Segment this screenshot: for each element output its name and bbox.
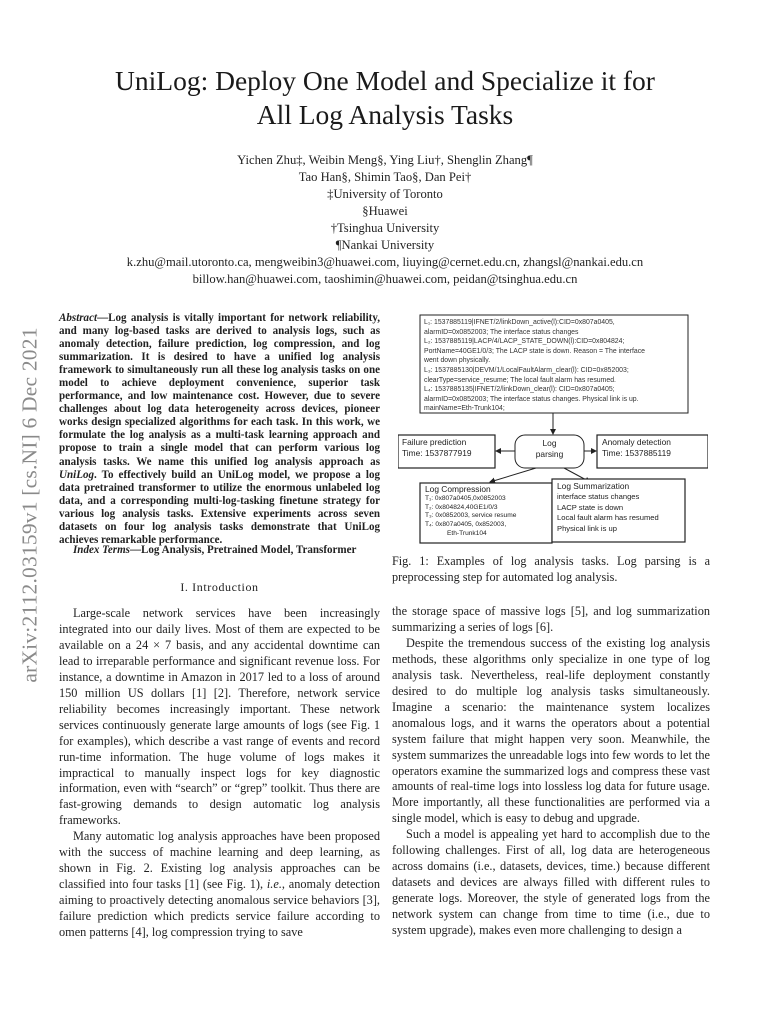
compression-line: T₂: 0x804824,40GE1/0/3	[425, 503, 498, 511]
intro-paragraph-2a: Many automatic log analysis approaches have been proposed with the success of machine learning and deep learning, as shown in Fig. 2. Existing log analysis approaches can be classified into four tasks [1] (see Fig. 1),	[59, 829, 380, 892]
affiliation-nankai: ¶Nankai University	[335, 238, 435, 252]
arxiv-id-text: arXiv:2112.03159v1 [cs.NI] 6 Dec 2021	[17, 327, 42, 683]
summary-line: LACP state is down	[557, 502, 624, 512]
abstract-text-2: . To effectively build an UniLog model, we propose a log data pretrained transformer to utilize the enormous unlabeled log data, and a corresponding multi-log-tasking finetune strategy for various log analysis tasks. Extensive experiments across seven datasets on four log analysis tasks demonstrate that UniLog achieves remarkable performance.	[59, 468, 380, 546]
raw-log-lines	[424, 318, 686, 414]
anomaly-detection-time: Time: 1537885119	[602, 448, 671, 458]
log-parsing-content	[515, 438, 584, 460]
introduction-text	[59, 606, 380, 941]
right-paragraph-3: Such a model is appealing yet hard to accomplish due to the following challenges. First of all, log data are heterogeneous across domains (i.e., datasets, devices, time.) because different datasets and devices are always filled with different rules to generate logs. Moreover, the style of generated logs from the network system can change from time to time (i.e., due to system upgrade), makes even more challenging to design a	[392, 827, 710, 938]
summary-line: interface status changes	[557, 492, 640, 501]
intro-paragraph-1: Large-scale network services have been increasingly integrated into our daily lives. Most of them are expected to be available on a 24 × 7 basis, and any accidental downtime can lead to irreparable performance and significant revenue loss. For instance, a downtime in Amazon in 2017 led to a loss of around 150 million US dollars [1] [2]. Therefore, network service reliability becomes increasingly important. These network services continuously generate large amounts of logs (see Fig. 1 for examples), which describe a vast range of events and record run-time information. The huge volume of logs makes it impractical to manually inspect logs for key diagnostic information, even with “search” or “grep” toolkit. Thus there are fast-growing demands to design automatic log analysis frameworks.	[59, 606, 380, 828]
log-line: alarmID=0x0852003; The interface status changes. Physical link is up.	[424, 395, 639, 403]
compression-line: T₃: 0x0852003, service resume	[425, 512, 517, 520]
log-line: went down physically.	[424, 357, 491, 365]
affiliation-toronto: ‡University of Toronto	[327, 187, 443, 201]
index-terms-text: —Log Analysis, Pretrained Model, Transformer	[129, 544, 357, 556]
log-line: clearType=service_resume; The local fault alarm has resumed.	[424, 376, 616, 384]
failure-prediction-title: Failure prediction	[402, 437, 467, 447]
index-terms	[59, 544, 380, 557]
anomaly-detection-content	[602, 437, 671, 459]
intro-paragraph-2b: , anomaly detection aiming to proactively detecting anomalous service behaviors [3], failure prediction which predicts service failure according to omen patterns [4], log compression trying to save	[59, 877, 380, 940]
anomaly-detection-title: Anomaly detection	[602, 437, 671, 447]
author-block	[60, 152, 710, 288]
compression-line: Eth-Trunk104	[447, 529, 487, 537]
log-compression-title: Log Compression	[425, 484, 491, 494]
log-compression-content	[425, 484, 516, 539]
log-line: L₄: 1537885135|IFNET/2/linkDown_clear(l): CID=0x807a0405;	[424, 386, 615, 394]
right-paragraph-2: Despite the tremendous success of the existing log analysis methods, these algorithms only specialize in one type of log analysis task. Nevertheless, real-life deployment constantly desired to do multiple log analysis tasks simultaneously. Imagine a scenario: the maintenance system localizes anomalous logs, and it warns the operators about a potential system failure that might happen very soon. Meanwhile, the system summarizes the unreadable logs into few words to let the operators examine the summarized logs and compress these vast amounts of real-time logs into lossless log data for future usage. More importantly, all these functionalities are performed via a single model, which is easy to debug and upgrade.	[392, 635, 710, 826]
author-emails-1: k.zhu@mail.utoronto.ca, mengweibin3@huawei.com, liuying@cernet.edu.cn, zhangsl@nankai.edu.cn	[126, 255, 644, 269]
title-line-2: All Log Analysis Tasks	[256, 99, 514, 130]
section-heading-introduction: I. Introduction	[180, 580, 259, 594]
intro-paragraph-2	[59, 829, 380, 941]
log-parsing-line-2: parsing	[535, 449, 564, 459]
compression-line: T₁: 0x807a0405,0x0852003	[425, 495, 506, 502]
summary-line: Physical link is up	[557, 523, 617, 533]
failure-prediction-time: Time: 1537877919	[402, 448, 472, 458]
failure-prediction-content	[402, 437, 472, 459]
log-line: L₃: 1537885130|DEVM/1/LocalFaultAlarm_clear(l): CID=0x852003;	[424, 366, 629, 374]
abstract-method-name: UniLog	[59, 468, 94, 481]
author-emails-2: billow.han@huawei.com, taoshimin@huawei.com, peidan@tsinghua.edu.cn	[192, 272, 578, 286]
log-parsing-line-1: Log	[542, 438, 557, 448]
figure-1	[398, 312, 708, 544]
figure-1-caption: Fig. 1: Examples of log analysis tasks. Log parsing is a preprocessing step for automated log analysis.	[392, 554, 710, 584]
title-line-1: UniLog: Deploy One Model and Specialize it for	[115, 65, 655, 96]
log-summarization-content	[557, 481, 659, 534]
arxiv-identifier	[14, 290, 46, 720]
log-line: L₁: 1537885119|IFNET/2/linkDown_active(l):CID=0x807a0405,	[424, 319, 615, 326]
abstract	[59, 312, 380, 547]
log-line: alarmID=0x0852003; The interface status changes	[424, 328, 579, 336]
log-line: mainName=Eth-Trunk104;	[424, 405, 505, 413]
log-line: L₂: 1537885119|LACP/4/LACP_STATE_DOWN(l):CID=0x804824;	[424, 338, 625, 346]
abstract-text: —Log analysis is vitally important for network reliability, and many log-based tasks are derived to analysis logs, such as anomaly detection, failure prediction, log compression, and log summarization. It is desired to have a unified log analysis framework to simultaneously run all these log analysis tasks on one model to achieve deployment convenience, superior task performance, and low maintenance cost. However, due to severe challenges about log data heterogeneity across devices, pioneer works design specialized algorithms for each task. In this work, we formulate the log analysis as a multi-task learning approach and propose to train a single model that can perform various log analysis tasks. We name this unified log analysis approach as	[59, 312, 380, 468]
right-column-text	[392, 604, 710, 939]
index-terms-label: Index Terms	[73, 544, 130, 556]
affiliation-tsinghua: †Tsinghua University	[330, 221, 440, 235]
right-paragraph-1: the storage space of massive logs [5], and log summarization summarizing a series of logs [6].	[392, 604, 710, 634]
arrow-parsing-to-compression	[490, 468, 536, 482]
compression-line: T₄: 0x807a0405, 0x852003,	[425, 521, 507, 529]
intro-ie: i.e.	[266, 877, 282, 892]
authors-line-1: Yichen Zhu‡, Weibin Meng§, Ying Liu†, Shenglin Zhang¶	[237, 153, 533, 167]
summary-line: Local fault alarm has resumed	[557, 513, 659, 523]
log-summarization-title: Log Summarization	[557, 481, 630, 491]
affiliation-huawei: §Huawei	[362, 204, 408, 218]
log-line: PortName=40GE1/0/3; The LACP state is down. Reason = The interface	[424, 347, 646, 355]
abstract-label: Abstract	[59, 312, 98, 324]
paper-title	[60, 64, 710, 132]
authors-line-2: Tao Han§, Shimin Tao§, Dan Pei†	[298, 170, 472, 184]
